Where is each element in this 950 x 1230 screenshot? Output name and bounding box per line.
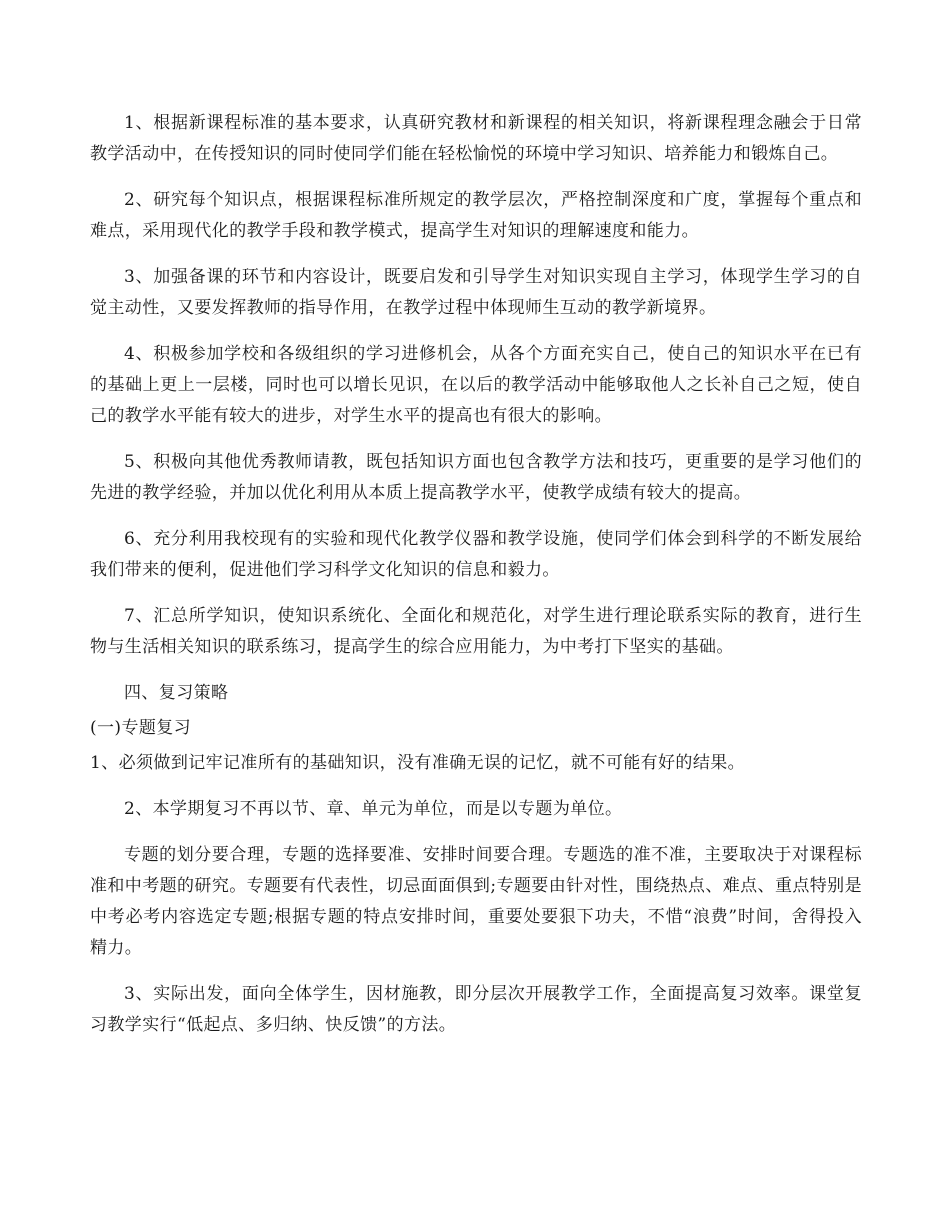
subsection-heading: (一)专题复习 bbox=[90, 718, 192, 738]
review-item-2: 2、本学期复习不再以节、章、单元为单位，而是以专题为单位。 bbox=[124, 799, 623, 819]
paragraph-item-1: 1、根据新课程标准的基本要求，认真研究教材和新课程的相关知识，将新课程理念融会于日常教学活动中，在传授知识的同时使同学们能在轻松愉悦的环境中学习知识、培养能力和锻炼自己。 bbox=[90, 113, 862, 164]
review-note: 专题的划分要合理，专题的选择要准、安排时间要合理。专题选的准不准，主要取决于对课程标准和中考题的研究。专题要有代表性，切忌面面俱到;专题要由针对性，围绕热点、难点、重点特别是中考必考内容选定专题;根据专题的特点安排时间，重要处要狠下功夫，不惜“浪费”时间，舍得投入精力。 bbox=[90, 845, 862, 958]
review-item-1: 1、必须做到记牢记准所有的基础知识，没有准确无误的记忆，就不可能有好的结果。 bbox=[90, 753, 746, 773]
paragraph-item-4: 4、积极参加学校和各级组织的学习进修机会，从各个方面充实自己，使自己的知识水平在已有的基础上更上一层楼，同时也可以增长见识，在以后的教学活动中能够取他人之长补自己之短，使自己的教学水平能有较大的进步，对学生水平的提高也有很大的影响。 bbox=[90, 344, 862, 426]
document-body bbox=[90, 108, 862, 1041]
paragraph-item-7: 7、汇总所学知识，使知识系统化、全面化和规范化，对学生进行理论联系实际的教育，进行生物与生活相关知识的联系练习，提高学生的综合应用能力，为中考打下坚实的基础。 bbox=[90, 606, 862, 657]
paragraph-item-3: 3、加强备课的环节和内容设计，既要启发和引导学生对知识实现自主学习，体现学生学习的自觉主动性，又要发挥教师的指导作用，在教学过程中体现师生互动的教学新境界。 bbox=[90, 267, 862, 318]
review-item-3: 3、实际出发，面向全体学生，因材施教，即分层次开展教学工作，全面提高复习效率。课堂复习教学实行“低起点、多归纳、快反馈”的方法。 bbox=[90, 984, 862, 1035]
section-heading: 四、复习策略 bbox=[124, 683, 229, 703]
paragraph-item-6: 6、充分利用我校现有的实验和现代化教学仪器和教学设施，使同学们体会到科学的不断发展给我们带来的便利，促进他们学习科学文化知识的信息和毅力。 bbox=[90, 529, 862, 580]
paragraph-item-5: 5、积极向其他优秀教师请教，既包括知识方面也包含教学方法和技巧，更重要的是学习他们的先进的教学经验，并加以优化利用从本质上提高教学水平，使教学成绩有较大的提高。 bbox=[90, 452, 862, 503]
paragraph-item-2: 2、研究每个知识点，根据课程标准所规定的教学层次，严格控制深度和广度，掌握每个重点和难点，采用现代化的教学手段和教学模式，提高学生对知识的理解速度和能力。 bbox=[90, 190, 862, 241]
